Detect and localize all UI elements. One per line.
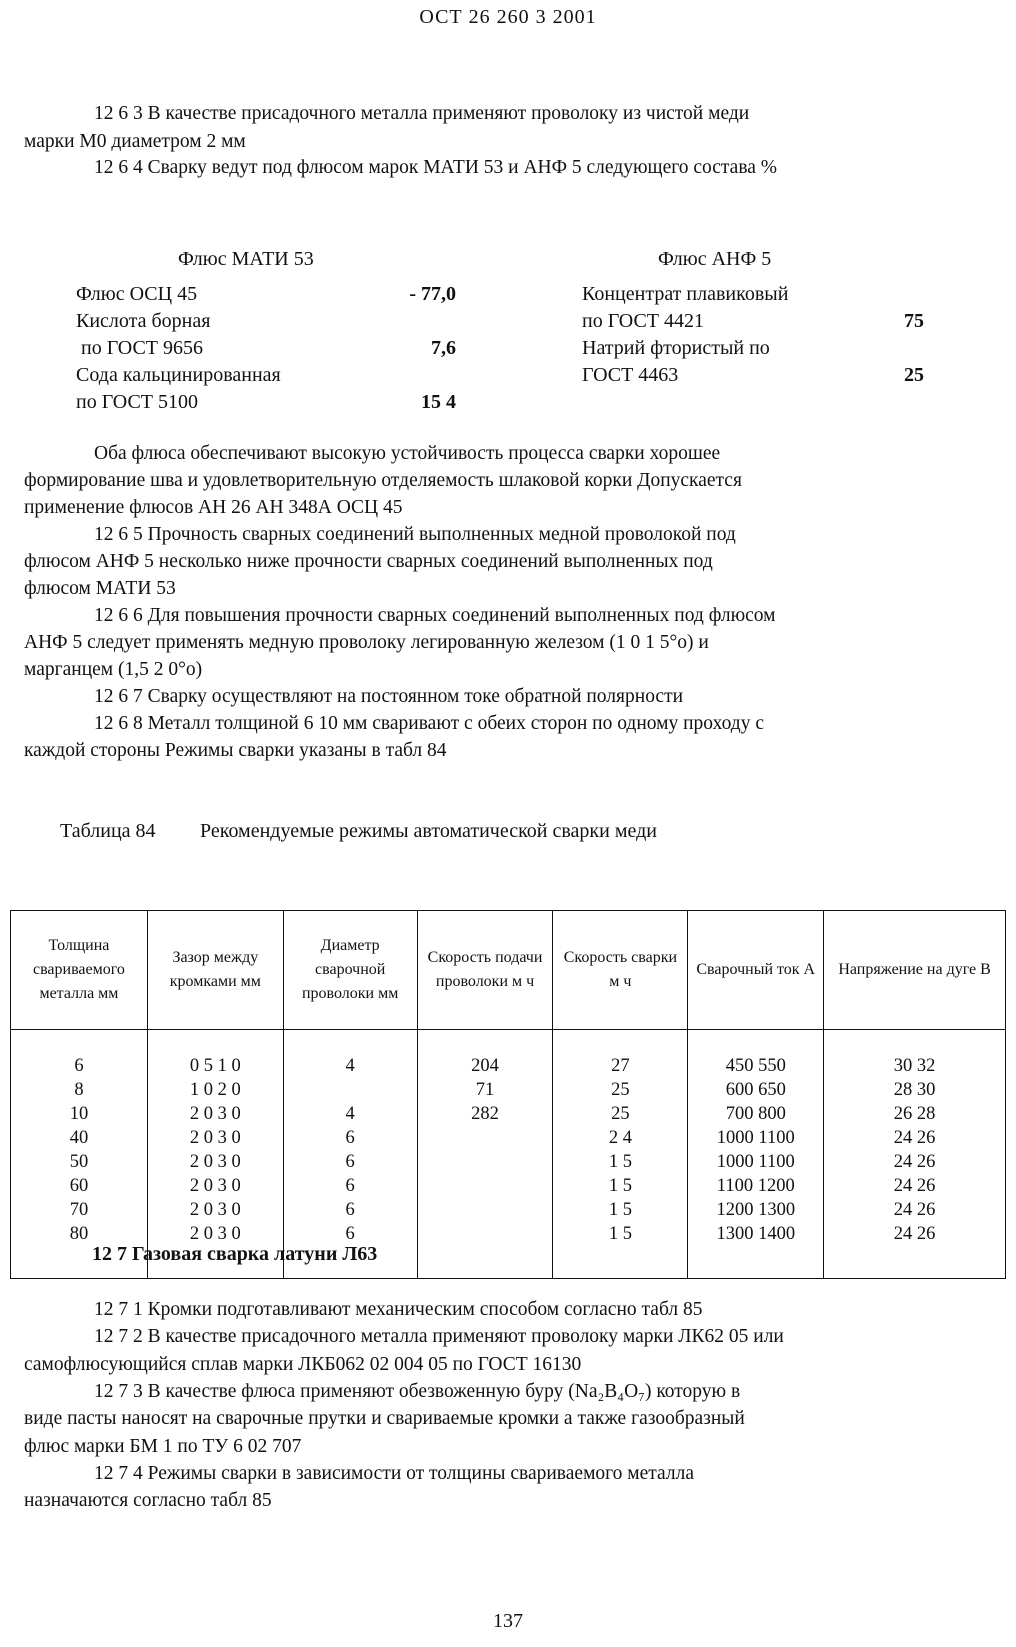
table-cell: 26 28 [824, 1102, 1006, 1126]
body-text-line: 12 6 7 Сварку осуществляют на постоянном токе обратной полярности [94, 686, 684, 707]
table-row [11, 1030, 1006, 1079]
body-text-line: Оба флюса обеспечивают высокую устойчивость процесса сварки хорошее [94, 443, 721, 464]
table-cell: 6 [283, 1150, 417, 1174]
table-column-header: Скорость подачи проволоки м ч [417, 911, 553, 1030]
table-cell: 2 0 3 0 [147, 1174, 283, 1198]
table-cell: 1000 1100 [688, 1126, 824, 1150]
flux-component-name: Кислота борная [76, 310, 211, 332]
body-text-line: 12 6 6 Для повышения прочности сварных соединений выполненных под флюсом [94, 605, 776, 626]
body-text-line: 12 7 3 В качестве флюса применяют обезвоженную буру (Na₂B₄O₇) которую в [94, 1380, 741, 1402]
table-cell [283, 1078, 417, 1102]
table-cell: 1 5 [553, 1174, 688, 1198]
body-text-line: виде пасты наносят на сварочные прутки и свариваемые кромки а также газообразный [24, 1408, 745, 1430]
table-cell: 24 26 [824, 1126, 1006, 1150]
table-row [11, 1174, 1006, 1198]
body-text-line: 12 6 5 Прочность сварных соединений выполненных медной проволокой под [94, 524, 736, 545]
document-header: ОСТ 26 260 3 2001 [419, 6, 597, 28]
table-cell: 6 [283, 1174, 417, 1198]
flux-component-value: - 77,0 [409, 283, 456, 305]
table-row [11, 1150, 1006, 1174]
flux-component-value: 15 4 [421, 391, 456, 413]
table-cell: 2 0 3 0 [147, 1222, 283, 1279]
body-text-line: назначаются согласно табл 85 [24, 1490, 272, 1512]
table-caption-title: Рекомендуемые режимы автоматической сварки меди [200, 820, 658, 842]
table-cell [417, 1126, 553, 1150]
table-cell: 2 0 3 0 [147, 1102, 283, 1126]
table-cell: 6 [283, 1198, 417, 1222]
table-cell: 8 [11, 1078, 148, 1102]
table-column-header: Сварочный ток А [688, 911, 824, 1030]
body-text-line: марганцем (1,5 2 0°о) [24, 659, 203, 680]
paragraph-12-6-3: 12 6 3 В качестве присадочного металла применяют проволоку из чистой меди [94, 103, 750, 124]
table-row [11, 1102, 1006, 1126]
table-cell: 6 [283, 1126, 417, 1150]
flux-component-name: по ГОСТ 5100 [76, 391, 199, 413]
table-cell: 2 0 3 0 [147, 1150, 283, 1174]
body-text-line: флюсом МАТИ 53 [24, 578, 176, 599]
page-number: 137 [493, 1610, 523, 1632]
table-cell: 80 [11, 1222, 148, 1279]
body-text-line: 12 7 1 Кромки подготавливают механическим способом согласно табл 85 [94, 1299, 703, 1320]
table-cell: 282 [417, 1102, 553, 1126]
paragraph-12-6-4: 12 6 4 Сварку ведут под флюсом марок МАТИ 53 и АНФ 5 следующего состава % [94, 157, 778, 178]
table-cell: 10 [11, 1102, 148, 1126]
table-cell: 1 0 2 0 [147, 1078, 283, 1102]
table-row [11, 1078, 1006, 1102]
table-cell: 2 4 [553, 1126, 688, 1150]
flux-component-value: 25 [904, 364, 924, 386]
table-cell: 700 800 [688, 1102, 824, 1126]
table-cell: 6 [283, 1222, 417, 1279]
table-column-header: Толщина свариваемого металла мм [11, 911, 148, 1030]
body-text-line: формирование шва и удовлетворительную отделяемость шлаковой корки Допускается [24, 470, 742, 491]
table-cell [417, 1198, 553, 1222]
table-column-header: Скорость сварки м ч [553, 911, 688, 1030]
table-cell [417, 1222, 553, 1279]
table-cell: 28 30 [824, 1078, 1006, 1102]
table-cell: 30 32 [824, 1030, 1006, 1079]
flux-component-name: Натрий фтористый по [582, 337, 770, 359]
flux-component-name: Сода кальцинированная [76, 364, 281, 386]
table-cell: 71 [417, 1078, 553, 1102]
flux-component-name: по ГОСТ 9656 [76, 337, 204, 359]
flux-left-title: Флюс МАТИ 53 [178, 248, 314, 270]
table-cell: 1 5 [553, 1198, 688, 1222]
flux-component-name: ГОСТ 4463 [582, 364, 679, 386]
table-cell: 24 26 [824, 1150, 1006, 1174]
table-cell: 40 [11, 1126, 148, 1150]
table-cell: 50 [11, 1150, 148, 1174]
table-cell: 27 [553, 1030, 688, 1079]
table-84 [10, 910, 1006, 1279]
body-text-line: 12 7 2 В качестве присадочного металла применяют проволоку марки ЛК62 05 или [94, 1326, 784, 1348]
table-cell: 25 [553, 1102, 688, 1126]
table-row [11, 1126, 1006, 1150]
table-cell: 24 26 [824, 1174, 1006, 1198]
table-header-row [11, 911, 1006, 1030]
table-cell [417, 1150, 553, 1174]
body-text-line: флюс марки БМ 1 по ТУ 6 02 707 [24, 1435, 302, 1457]
table-cell: 1000 1100 [688, 1150, 824, 1174]
table-cell: 600 650 [688, 1078, 824, 1102]
table-cell: 1300 1400 [688, 1222, 824, 1279]
body-text-line: 12 6 8 Металл толщиной 6 10 мм сваривают с обеих сторон по одному проходу с [94, 713, 764, 734]
table-cell: 25 [553, 1078, 688, 1102]
table-cell: 1100 1200 [688, 1174, 824, 1198]
table-cell [417, 1174, 553, 1198]
flux-component-name: Флюс ОСЦ 45 [76, 283, 198, 305]
body-text-line: самофлюсующийся сплав марки ЛКБ062 02 004 05 по ГОСТ 16130 [24, 1353, 582, 1375]
table-row [11, 1198, 1006, 1222]
table-cell: 2 0 3 0 [147, 1126, 283, 1150]
body-text-line: 12 7 4 Режимы сварки в зависимости от толщины свариваемого металла [94, 1462, 694, 1484]
table-cell: 0 5 1 0 [147, 1030, 283, 1079]
table-cell: 1200 1300 [688, 1198, 824, 1222]
section-12-7-heading: 12 7 Газовая сварка латуни Л63 [92, 1243, 378, 1265]
flux-right-title: Флюс АНФ 5 [658, 248, 772, 270]
table-cell: 1 5 [553, 1150, 688, 1174]
table-column-header: Диаметр сварочной проволоки мм [283, 911, 417, 1030]
table-cell: 6 [11, 1030, 148, 1079]
table-cell: 60 [11, 1174, 148, 1198]
table-cell: 450 550 [688, 1030, 824, 1079]
table-cell: 70 [11, 1198, 148, 1222]
flux-component-value: 75 [904, 310, 924, 332]
body-text-line: флюсом АНФ 5 несколько ниже прочности сварных соединений выполненных под [24, 551, 713, 572]
table-cell: 4 [283, 1030, 417, 1079]
table-cell: 24 26 [824, 1198, 1006, 1222]
body-text-line: АНФ 5 следует применять медную проволоку легированную железом (1 0 1 5°о) и [24, 632, 709, 653]
flux-component-name: по ГОСТ 4421 [582, 310, 705, 332]
table-caption-label: Таблица 84 [60, 820, 156, 842]
table-cell: 204 [417, 1030, 553, 1079]
table-cell: 2 0 3 0 [147, 1198, 283, 1222]
body-text-line: каждой стороны Режимы сварки указаны в табл 84 [24, 740, 447, 761]
table-cell: 1 5 [553, 1222, 688, 1279]
flux-component-value: 7,6 [431, 337, 456, 359]
table-column-header: Зазор между кромками мм [147, 911, 283, 1030]
table-cell: 4 [283, 1102, 417, 1126]
flux-component-name: Концентрат плавиковый [582, 283, 789, 305]
paragraph-12-6-3-cont: марки М0 диаметром 2 мм [24, 131, 246, 152]
table-column-header: Напряжение на дуге В [824, 911, 1006, 1030]
body-text-line: применение флюсов АН 26 АН 348А ОСЦ 45 [24, 497, 403, 518]
table-cell: 24 26 [824, 1222, 1006, 1279]
